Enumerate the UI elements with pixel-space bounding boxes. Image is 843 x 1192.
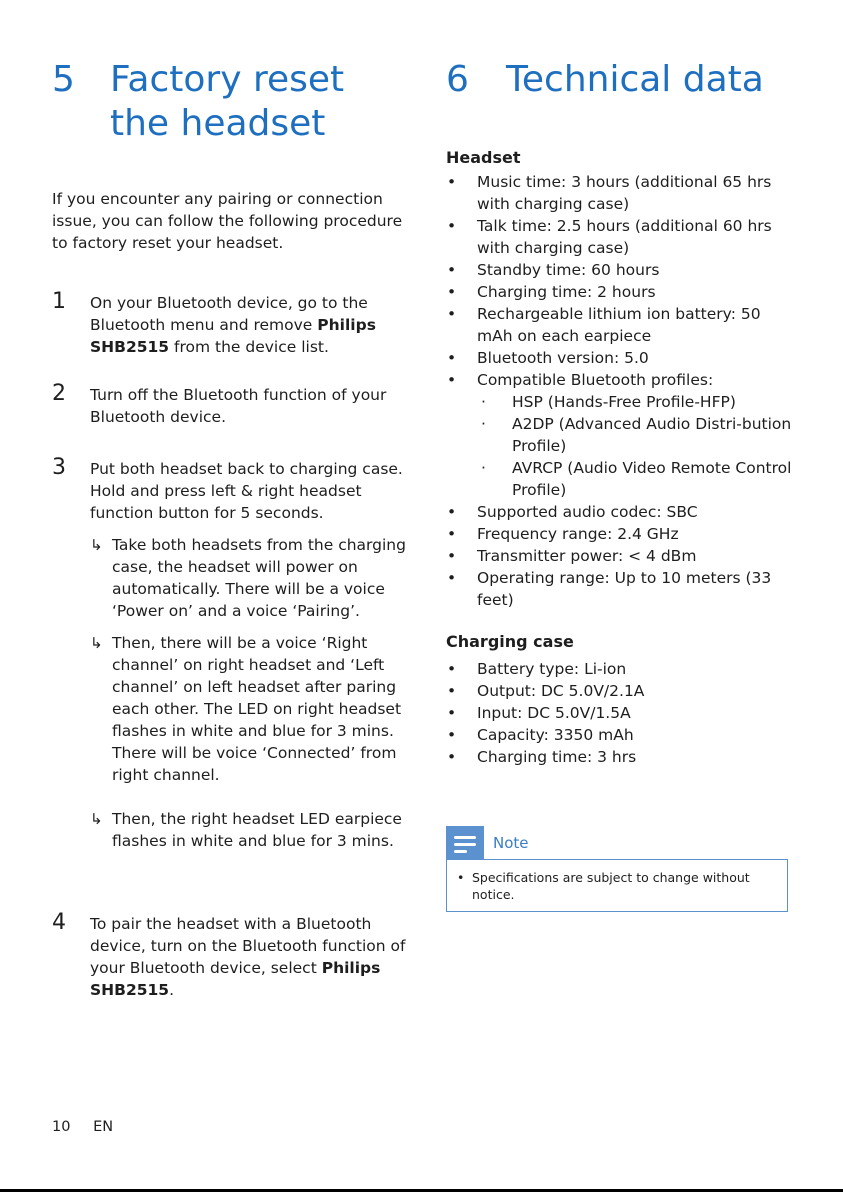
list-item: • Operating range: Up to 10 meters (33 feet)	[447, 569, 772, 609]
result-item: ↳ Take both headsets from the charging case, the headset will power on automatically. There will be a voice ‘Power on’ and a voice ‘Pairing’.	[90, 536, 406, 620]
section-title-text: Technical data	[506, 59, 764, 100]
list-item: · HSP (Hands-Free Profile-HFP)	[481, 393, 736, 411]
headset-subtitle: Headset	[446, 148, 521, 167]
intro-paragraph: If you encounter any pairing or connection issue, you can follow the following procedure to factory reset your headset.	[52, 190, 403, 252]
result-arrow-icon: ↳	[90, 634, 103, 652]
section-number: 5	[52, 59, 75, 100]
list-item: • Frequency range: 2.4 GHz	[447, 525, 679, 543]
step-text: On your Bluetooth device, go to the Bluetooth menu and remove Philips SHB2515 from the device list.	[90, 294, 376, 356]
result-item: ↳ Then, the right headset LED earpiece flashes in white and blue for 3 mins.	[90, 810, 402, 850]
list-item: • Battery type: Li-ion	[447, 660, 627, 678]
section-number: 6	[446, 59, 469, 100]
result-item: ↳ Then, there will be a voice ‘Right channel’ on right headset and ‘Left channel’ on left headset after paring each other. The LED on right headset flashes in white and blue for 3 mins. There will be voice ‘Connected’ from right channel.	[90, 634, 402, 784]
list-item: • Charging time: 2 hours	[447, 283, 656, 301]
list-item: • Supported audio codec: SBC	[447, 503, 698, 521]
profile-sublist	[477, 391, 796, 501]
list-item: • Music time: 3 hours (additional 65 hrs with charging case)	[447, 173, 772, 213]
charging-case-spec-list	[446, 658, 796, 768]
list-item: • Bluetooth version: 5.0	[447, 349, 649, 367]
result-arrow-icon: ↳	[90, 810, 103, 828]
list-item: • Rechargeable lithium ion battery: 50 mAh on each earpiece	[447, 305, 761, 345]
step-number: 4	[52, 910, 66, 935]
language-code: EN	[93, 1119, 114, 1135]
list-item: • Capacity: 3350 mAh	[447, 726, 634, 744]
step-number: 3	[52, 455, 66, 480]
list-item: · AVRCP (Audio Video Remote Control Profile)	[481, 459, 792, 499]
list-item: • Input: DC 5.0V/1.5A	[447, 704, 631, 722]
step-text: Turn off the Bluetooth function of your Bluetooth device.	[90, 386, 387, 426]
product-name: Philips SHB2515	[90, 959, 381, 999]
result-arrow-icon: ↳	[90, 536, 103, 554]
section-title-line-1: Factory reset	[110, 59, 345, 100]
charging-case-subtitle: Charging case	[446, 632, 574, 651]
list-item: • Output: DC 5.0V/2.1A	[447, 682, 645, 700]
section-title-line-2: the headset	[110, 103, 326, 144]
product-name: Philips SHB2515	[90, 316, 376, 356]
page-number: 10	[52, 1119, 71, 1135]
step-number: 2	[52, 381, 66, 406]
step-number: 1	[52, 289, 66, 314]
note-icon	[446, 826, 484, 860]
list-item: • Talk time: 2.5 hours (additional 60 hrs with charging case)	[447, 217, 772, 257]
note-body: • Specifications are subject to change without notice.	[446, 859, 788, 912]
note-text: Specifications are subject to change without notice.	[472, 870, 750, 902]
headset-spec-list	[446, 171, 796, 611]
list-item: • Standby time: 60 hours	[447, 261, 660, 279]
step-text: Put both headset back to charging case. Hold and press left & right headset function button for 5 seconds.	[90, 460, 403, 522]
page-footer	[52, 1119, 113, 1135]
list-item: • Charging time: 3 hrs	[447, 748, 637, 766]
list-item: · A2DP (Advanced Audio Distri-bution Profile)	[481, 415, 792, 455]
list-item: • Compatible Bluetooth profiles: · HSP (Hands-Free Profile-HFP) · A2DP (Advanced Audio Distri-bution Profile) · AVRCP (Audio Video Remote Control Profile)	[446, 369, 796, 501]
note-label: Note	[493, 834, 529, 852]
list-item: • Transmitter power: < 4 dBm	[447, 547, 697, 565]
step-text: To pair the headset with a Bluetooth device, turn on the Bluetooth function of your Bluetooth device, select Philips SHB2515.	[90, 915, 406, 999]
